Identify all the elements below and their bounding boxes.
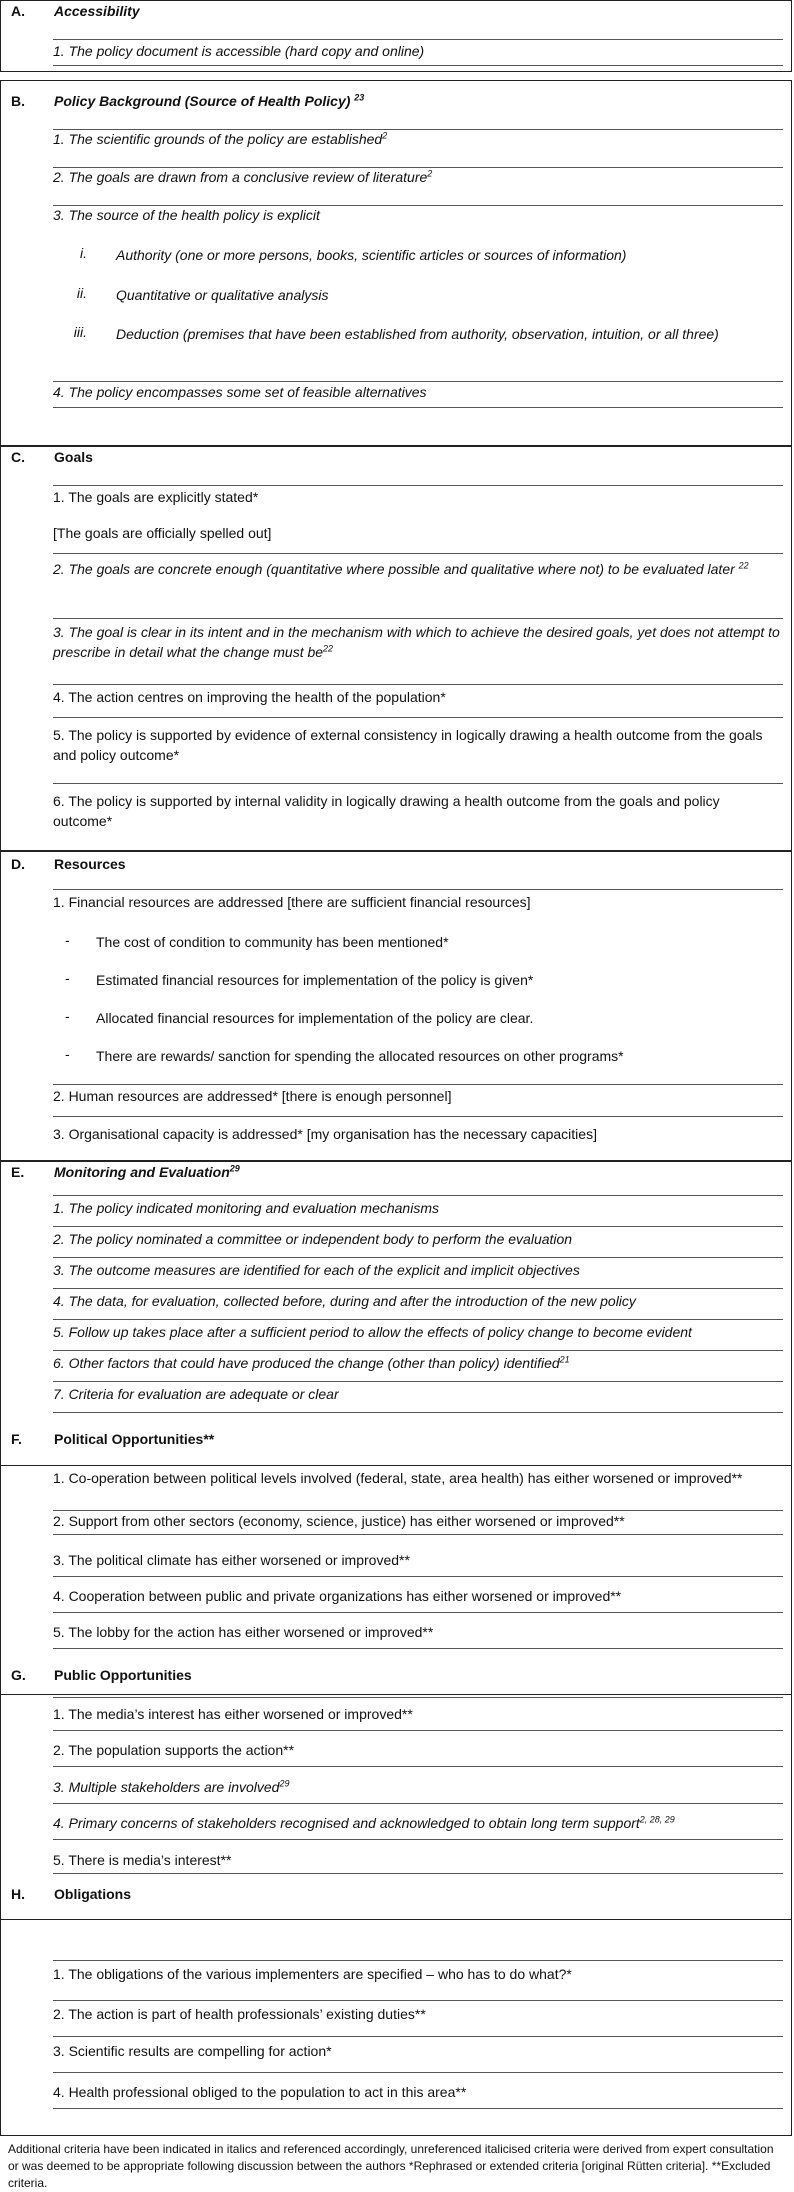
criterion: 2. The action is part of health professionals’ existing duties**	[53, 2006, 426, 2022]
criterion: 6. The policy is supported by internal validity in logically drawing a health outcome from the goals and policy outcome*	[53, 793, 720, 829]
criterion: 5. Follow up takes place after a sufficient period to allow the effects of policy change to become evident	[53, 1324, 692, 1340]
table-footnote: Additional criteria have been indicated in italics and referenced accordingly, unreferenced italicised criteria were derived from expert consultation or was deemed to be appropriate following discussion between the authors *Rephrased or extended criteria [original Rütten criteria]. **Excluded criteria.	[8, 2142, 774, 2190]
section-title: Accessibility	[54, 3, 140, 19]
sub-criterion: Authority (one or more persons, books, scientific articles or sources of information)	[116, 247, 627, 263]
section-letter: F.	[11, 1431, 22, 1447]
criterion: 3. The political climate has either worsened or improved**	[53, 1552, 410, 1568]
section-letter: A.	[11, 3, 25, 19]
criterion: 4. Cooperation between public and private organizations has either worsened or improved**	[53, 1588, 622, 1604]
reference: 29	[229, 1163, 240, 1174]
criterion: 1. Co-operation between political levels involved (federal, state, area health) has either worsened or improved**	[53, 1470, 743, 1486]
criterion: 4. The action centres on improving the health of the population*	[53, 689, 446, 705]
sub-criterion: There are rewards/ sanction for spending the allocated resources on other programs*	[96, 1048, 624, 1064]
criterion: 4. The policy encompasses some set of feasible alternatives	[53, 384, 427, 400]
criterion: 5. The policy is supported by evidence of external consistency in logically drawing a health outcome from the goals and policy outcome*	[53, 727, 763, 763]
sub-criterion: Deduction (premises that have been established from authority, observation, intuition, or all three)	[116, 326, 719, 342]
section-title: Monitoring and Evaluation$^{29}$	[54, 1163, 240, 1180]
criterion: 1. The obligations of the various implementers are specified – who has to do what?*	[53, 1966, 572, 1982]
section-title: Policy Background (Source of Health Policy) $^{23}$	[54, 92, 365, 109]
criterion: [The goals are officially spelled out]	[53, 525, 272, 541]
section-c	[0, 446, 792, 851]
section-title: Goals	[54, 449, 93, 465]
criterion: 4. Health professional obliged to the population to act in this area**	[53, 2084, 467, 2100]
criterion: 5. The lobby for the action has either worsened or improved**	[53, 1624, 434, 1640]
sub-number: i.	[80, 245, 87, 261]
criterion: 2. Support from other sectors (economy, science, justice) has either worsened or improved**	[53, 1513, 625, 1529]
criterion: 1. The goals are explicitly stated*	[53, 489, 259, 505]
criterion: 1. The scientific grounds of the policy are established$^2$	[53, 130, 388, 147]
criterion: 2. The population supports the action**	[53, 1742, 295, 1758]
criterion: 2. The policy nominated a committee or independent body to perform the evaluation	[53, 1231, 573, 1247]
reference: 23	[354, 92, 365, 103]
criterion: 7. Criteria for evaluation are adequate or clear	[53, 1386, 339, 1402]
section-h	[0, 1920, 792, 2136]
section-letter: B.	[11, 93, 25, 109]
criterion: 4. Primary concerns of stakeholders recognised and acknowledged to obtain long term support$^{2, 28, 29}$	[53, 1814, 675, 1831]
criterion: 1. The policy indicated monitoring and evaluation mechanisms	[53, 1200, 439, 1216]
section-title: Political Opportunities**	[54, 1431, 215, 1447]
section-f	[0, 1466, 792, 1695]
criterion: 1. Financial resources are addressed [there are sufficient financial resources]	[53, 894, 531, 910]
section-letter: H.	[11, 1886, 25, 1902]
criterion: 3. Organisational capacity is addressed* [my organisation has the necessary capacities]	[53, 1126, 597, 1142]
criterion: 2. The goals are drawn from a conclusive review of literature$^2$	[53, 168, 433, 185]
sub-criterion: Estimated financial resources for implementation of the policy is given*	[96, 972, 534, 988]
section-a	[0, 0, 792, 72]
section-title: Obligations	[54, 1886, 131, 1902]
criterion: 3. The source of the health policy is explicit	[53, 207, 320, 223]
sub-criterion: Quantitative or qualitative analysis	[116, 287, 329, 303]
sub-number: ii.	[76, 285, 87, 301]
section-letter: D.	[11, 856, 25, 872]
section-b	[0, 80, 792, 446]
section-title: Resources	[54, 856, 126, 872]
section-e	[0, 1161, 792, 1466]
criterion: 3. Scientific results are compelling for action*	[53, 2043, 332, 2059]
criterion: 3. The outcome measures are identified for each of the explicit and implicit objectives	[53, 1262, 580, 1278]
sub-number: iii.	[73, 324, 87, 340]
section-letter: E.	[11, 1164, 25, 1180]
sub-criterion: The cost of condition to community has been mentioned*	[96, 934, 449, 950]
criterion: 2. The goals are concrete enough (quantitative where possible and qualitative where not) to be evaluated later $^{22}$	[53, 560, 749, 577]
criterion: 1. The media’s interest has either worsened or improved**	[53, 1706, 413, 1722]
section-title: Public Opportunities	[54, 1667, 192, 1683]
criterion: 2. Human resources are addressed* [there is enough personnel]	[53, 1088, 452, 1104]
criterion: 3. Multiple stakeholders are involved$^{29}$	[53, 1778, 290, 1795]
sub-criterion: Allocated financial resources for implementation of the policy are clear.	[96, 1010, 534, 1026]
criterion: 4. The data, for evaluation, collected before, during and after the introduction of the new policy	[53, 1293, 636, 1309]
section-g	[0, 1695, 792, 1920]
section-letter: G.	[11, 1667, 26, 1683]
section-d: D. Resources 1. Financial resources are addressed [there are sufficient financial resources] - The cost of condition to community has been mentioned* - Estimated financial resources for implementation of the policy is given* - Allocated financial resources for implementation of the policy are clear. - There are rewards/ sanction for spending the allocated resources on other programs* 2. Human resources are addressed* [there is enough personnel] 3. Organisational capacity is addressed* [my organisation has the necessary capacities]	[0, 851, 792, 1161]
criterion: 3. The goal is clear in its intent and in the mechanism with which to achieve the desired goals, yet does not attempt to prescribe in detail what the change must $be^{22}$	[53, 624, 780, 660]
section-letter: C.	[11, 449, 25, 465]
criterion: 1. The policy document is accessible (hard copy and online)	[53, 43, 425, 59]
criterion: 5. There is media’s interest**	[53, 1852, 232, 1868]
criterion: 6. Other factors that could have produced the change (other than policy) identified$^{21}$	[53, 1354, 570, 1371]
